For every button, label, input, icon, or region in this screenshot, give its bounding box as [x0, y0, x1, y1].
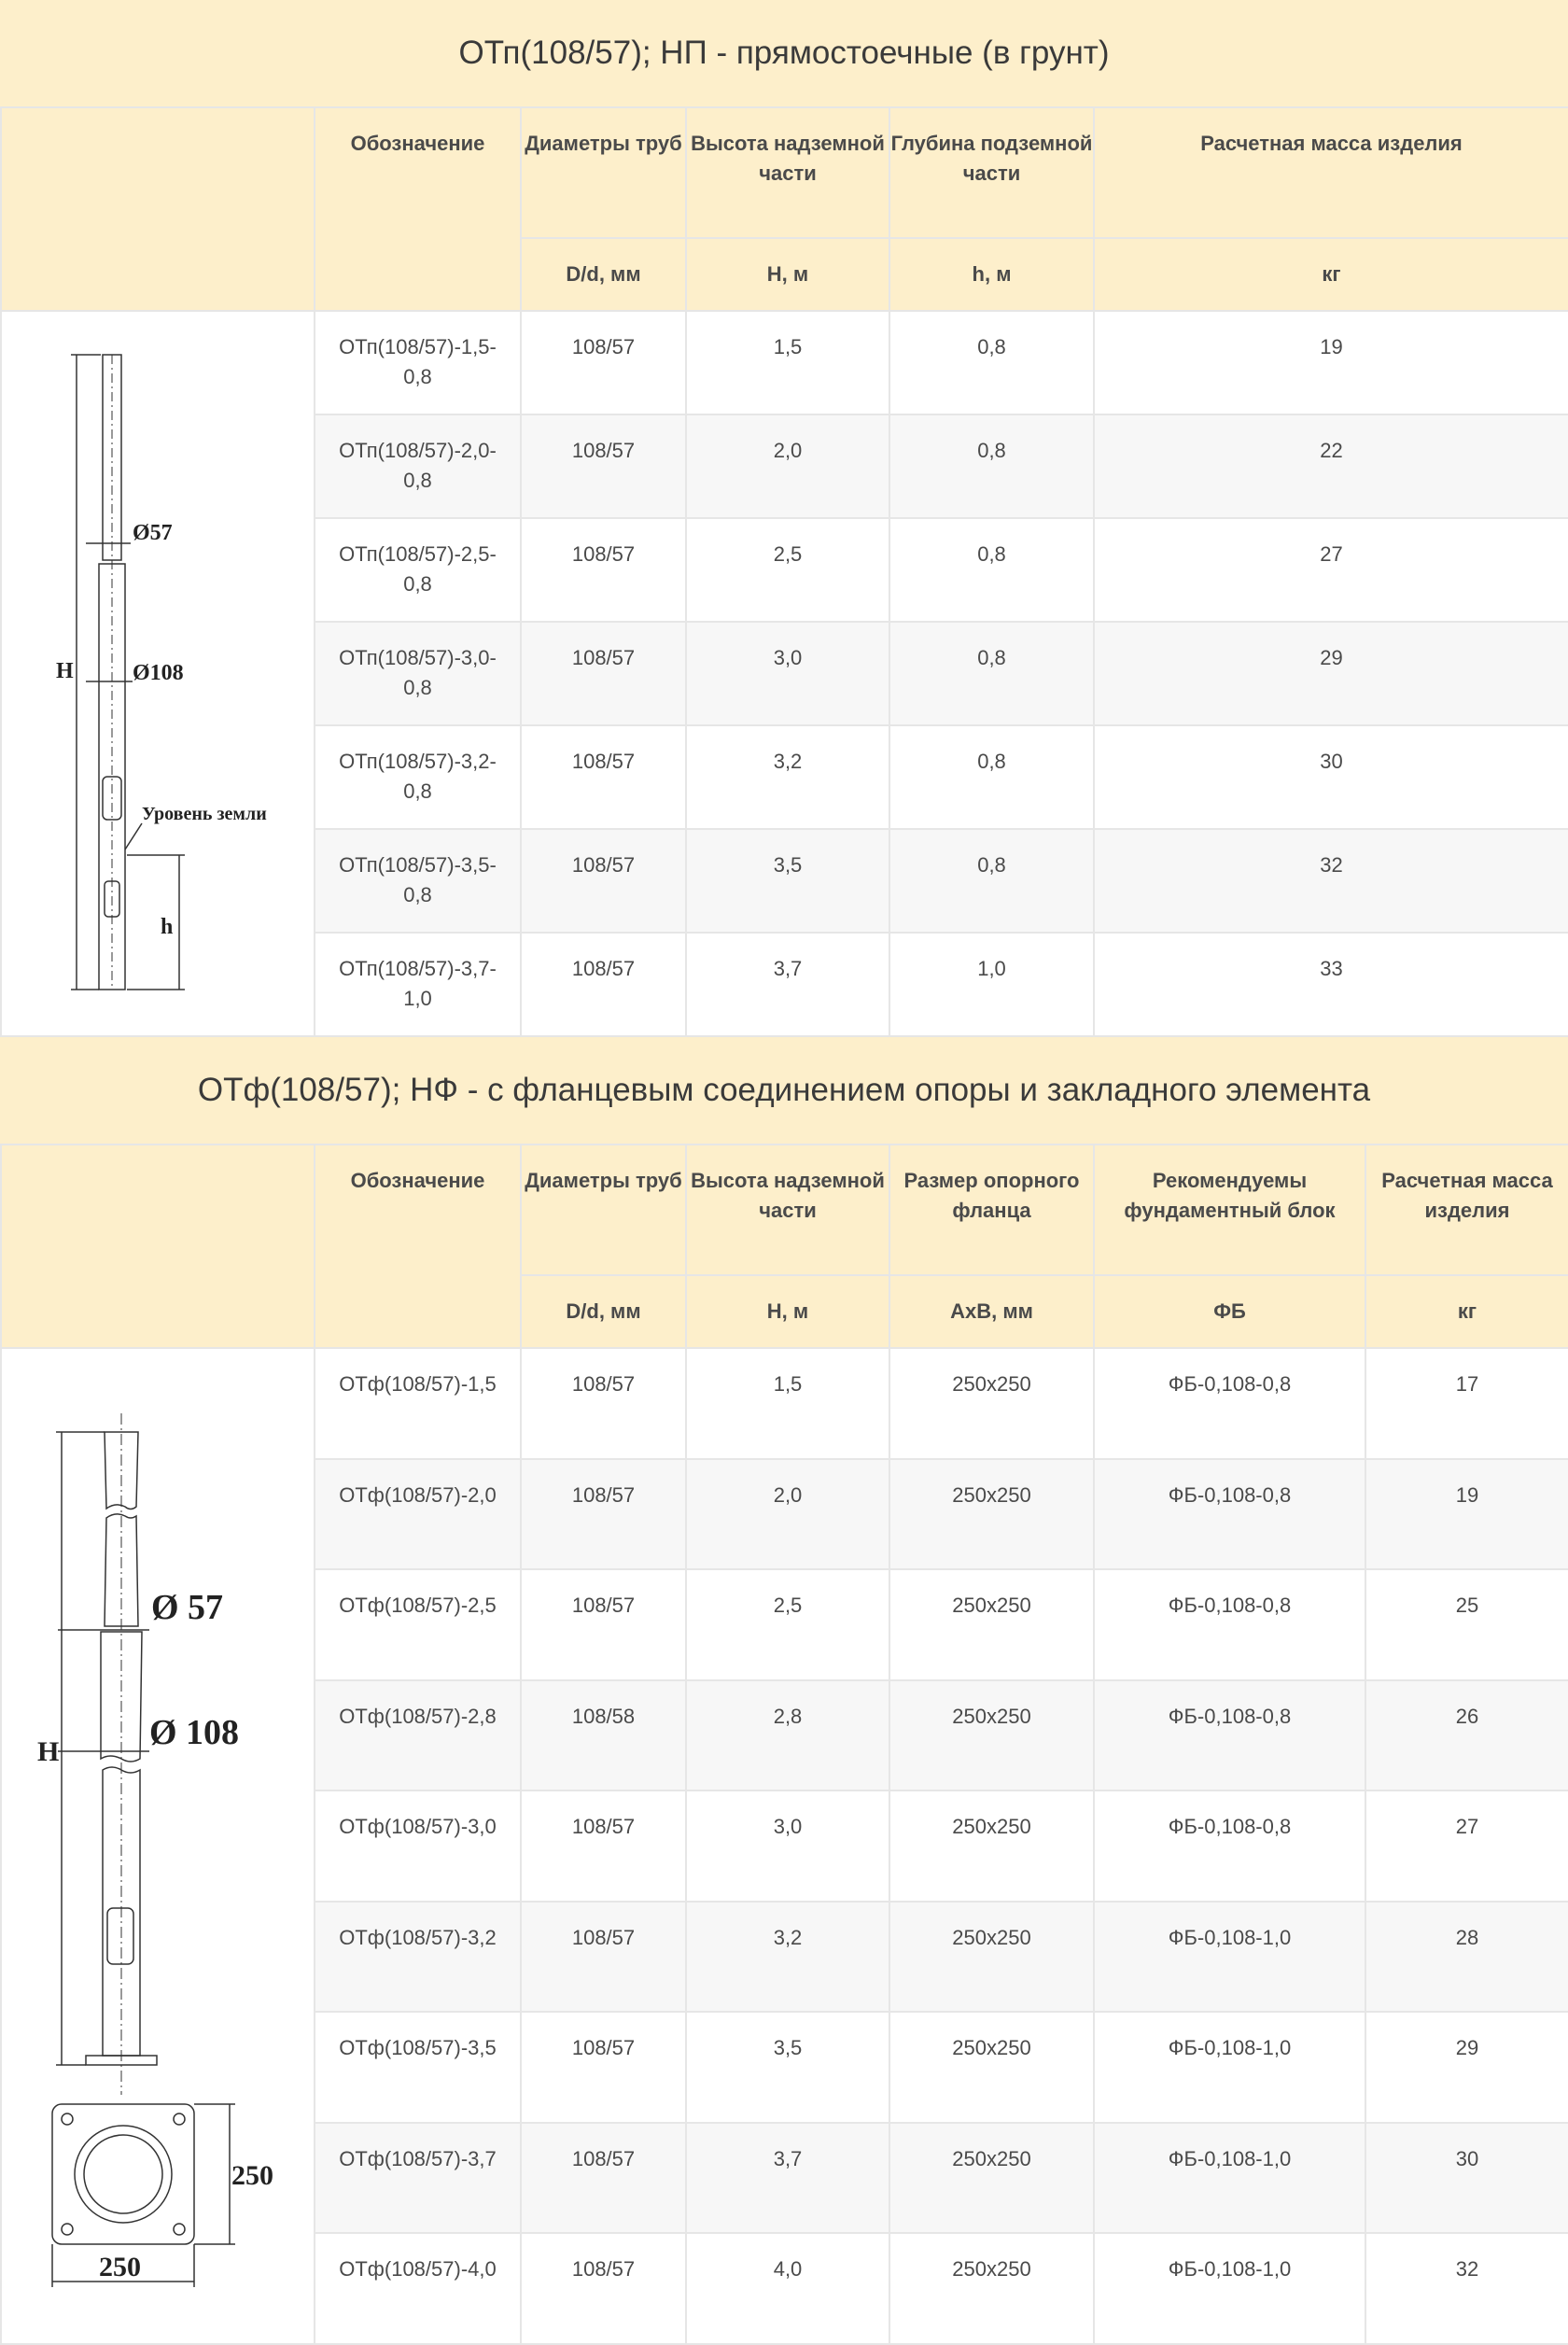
- table-cell: 108/57: [521, 1348, 686, 1459]
- table-cell: 33: [1094, 933, 1568, 1036]
- table-cell: 1,5: [686, 1348, 889, 1459]
- table-cell: 3,5: [686, 829, 889, 933]
- table-cell: 3,0: [686, 622, 889, 725]
- table-cell: 2,5: [686, 1569, 889, 1680]
- pole-drawing-direct: [0, 312, 314, 1036]
- table-cell: 250x250: [889, 1569, 1094, 1680]
- table-cell: 108/57: [521, 1902, 686, 2013]
- dim-H: H: [37, 1736, 60, 1767]
- table-cell: 0,8: [889, 518, 1094, 622]
- header-diameters: Диаметры труб: [521, 1144, 686, 1275]
- header-foundation: Рекомендуемы фундаментный блок: [1094, 1144, 1365, 1275]
- table-cell: ФБ-0,108-0,8: [1094, 1569, 1365, 1680]
- ground-level-label: Уровень земли: [142, 804, 267, 824]
- dim-d108: Ø 108: [149, 1713, 240, 1752]
- table-cell: 27: [1094, 518, 1568, 622]
- unit-flange: AxB, мм: [889, 1275, 1094, 1348]
- table-cell: ОТф(108/57)-3,0: [315, 1790, 521, 1902]
- table-cell: 17: [1365, 1348, 1568, 1459]
- table-cell: 22: [1094, 414, 1568, 518]
- table-cell: 3,2: [686, 725, 889, 829]
- table-cell: ОТп(108/57)-3,2-0,8: [315, 725, 521, 829]
- table-cell: 3,0: [686, 1790, 889, 1902]
- table-cell: 108/57: [521, 518, 686, 622]
- table-cell: 250x250: [889, 1459, 1094, 1570]
- table-cell: ОТф(108/57)-2,8: [315, 1680, 521, 1791]
- table-cell: 108/57: [521, 725, 686, 829]
- dim-H: H: [56, 659, 74, 683]
- table-cell: ФБ-0,108-1,0: [1094, 1902, 1365, 2013]
- table-cell: 108/57: [521, 1569, 686, 1680]
- table-cell: ФБ-0,108-1,0: [1094, 2233, 1365, 2344]
- table-cell: 26: [1365, 1680, 1568, 1791]
- pole-drawing-flange: [0, 1348, 314, 2343]
- table-cell: 0,8: [889, 414, 1094, 518]
- section2-title: ОТф(108/57); НФ - с фланцевым соединением опоры и закладного элемента: [0, 1037, 1568, 1145]
- table-cell: ОТф(108/57)-3,5: [315, 2012, 521, 2123]
- table-cell: 108/57: [521, 933, 686, 1036]
- unit-mass: кг: [1365, 1275, 1568, 1348]
- table-cell: 250x250: [889, 1790, 1094, 1902]
- table-cell: 3,7: [686, 2123, 889, 2234]
- unit-height: H, м: [686, 238, 889, 311]
- header-designation: Обозначение: [315, 1144, 521, 1348]
- table-cell: 250x250: [889, 2233, 1094, 2344]
- table-cell: 0,8: [889, 725, 1094, 829]
- unit-diameter: D/d, мм: [521, 1275, 686, 1348]
- table-cell: 2,8: [686, 1680, 889, 1791]
- table-cell: 108/57: [521, 1459, 686, 1570]
- table-cell: ОТф(108/57)-4,0: [315, 2233, 521, 2344]
- table-cell: ФБ-0,108-0,8: [1094, 1680, 1365, 1791]
- header-designation: Обозначение: [315, 107, 521, 311]
- dim-flange-a: 250: [231, 2160, 273, 2191]
- table-cell: ФБ-0,108-0,8: [1094, 1348, 1365, 1459]
- table-cell: ОТп(108/57)-2,5-0,8: [315, 518, 521, 622]
- section1-title: ОТп(108/57); НП - прямостоечные (в грунт): [0, 0, 1568, 108]
- table-cell: 2,0: [686, 414, 889, 518]
- table-cell: 29: [1365, 2012, 1568, 2123]
- dim-d57: Ø57: [133, 521, 173, 545]
- table-cell: 27: [1365, 1790, 1568, 1902]
- table-cell: 108/57: [521, 311, 686, 414]
- header-height: Высота надземной части: [686, 107, 889, 238]
- table-cell: 0,8: [889, 622, 1094, 725]
- header-mass: Расчетная масса изделия: [1365, 1144, 1568, 1275]
- dim-d57: Ø 57: [151, 1588, 224, 1627]
- table-cell: 108/57: [521, 2123, 686, 2234]
- table-cell: ОТп(108/57)-3,7-1,0: [315, 933, 521, 1036]
- header-mass: Расчетная масса изделия: [1094, 107, 1568, 238]
- table-cell: ОТп(108/57)-3,0-0,8: [315, 622, 521, 725]
- table-cell: ОТф(108/57)-1,5: [315, 1348, 521, 1459]
- table-cell: ОТф(108/57)-2,0: [315, 1459, 521, 1570]
- table-cell: 250x250: [889, 1680, 1094, 1791]
- unit-foundation: ФБ: [1094, 1275, 1365, 1348]
- table-cell: ОТп(108/57)-2,0-0,8: [315, 414, 521, 518]
- table-cell: 108/57: [521, 829, 686, 933]
- table-cell: 0,8: [889, 311, 1094, 414]
- table-cell: 30: [1094, 725, 1568, 829]
- table-cell: ФБ-0,108-1,0: [1094, 2123, 1365, 2234]
- table-cell: ФБ-0,108-0,8: [1094, 1459, 1365, 1570]
- dim-h: h: [161, 915, 174, 939]
- table-cell: 29: [1094, 622, 1568, 725]
- header-blank: [1, 107, 315, 311]
- table-cell: 32: [1365, 2233, 1568, 2344]
- table-cell: ОТп(108/57)-3,5-0,8: [315, 829, 521, 933]
- table-cell: 2,0: [686, 1459, 889, 1570]
- header-diameters: Диаметры труб: [521, 107, 686, 238]
- table-cell: 108/57: [521, 622, 686, 725]
- table-cell: ОТп(108/57)-1,5-0,8: [315, 311, 521, 414]
- table-cell: 25: [1365, 1569, 1568, 1680]
- table-cell: ОТф(108/57)-3,2: [315, 1902, 521, 2013]
- table-cell: 250x250: [889, 2012, 1094, 2123]
- header-depth: Глубина подземной части: [889, 107, 1094, 238]
- table-cell: ФБ-0,108-0,8: [1094, 1790, 1365, 1902]
- table-cell: ОТф(108/57)-2,5: [315, 1569, 521, 1680]
- dim-d108: Ø108: [133, 661, 184, 685]
- table-cell: 108/57: [521, 1790, 686, 1902]
- table-cell: 30: [1365, 2123, 1568, 2234]
- table-cell: 250x250: [889, 1348, 1094, 1459]
- unit-depth: h, м: [889, 238, 1094, 311]
- unit-height: H, м: [686, 1275, 889, 1348]
- table-cell: 1,5: [686, 311, 889, 414]
- table-cell: 19: [1365, 1459, 1568, 1570]
- table-cell: 32: [1094, 829, 1568, 933]
- table-cell: 250x250: [889, 2123, 1094, 2234]
- table-cell: 1,0: [889, 933, 1094, 1036]
- table-cell: 4,0: [686, 2233, 889, 2344]
- table-cell: 250x250: [889, 1902, 1094, 2013]
- unit-diameter: D/d, мм: [521, 238, 686, 311]
- header-flange: Размер опорного фланца: [889, 1144, 1094, 1275]
- header-blank: [1, 1144, 315, 1348]
- header-height: Высота надземной части: [686, 1144, 889, 1275]
- table-cell: ФБ-0,108-1,0: [1094, 2012, 1365, 2123]
- unit-mass: кг: [1094, 238, 1568, 311]
- table-cell: ОТф(108/57)-3,7: [315, 2123, 521, 2234]
- table-cell: 3,5: [686, 2012, 889, 2123]
- table-cell: 108/58: [521, 1680, 686, 1791]
- dim-flange-b: 250: [99, 2252, 141, 2282]
- table-cell: 108/57: [521, 414, 686, 518]
- table-cell: 0,8: [889, 829, 1094, 933]
- table-cell: 19: [1094, 311, 1568, 414]
- table-cell: 3,2: [686, 1902, 889, 2013]
- table-cell: 108/57: [521, 2012, 686, 2123]
- table-cell: 2,5: [686, 518, 889, 622]
- table-cell: 28: [1365, 1902, 1568, 2013]
- table-cell: 3,7: [686, 933, 889, 1036]
- table-cell: 108/57: [521, 2233, 686, 2344]
